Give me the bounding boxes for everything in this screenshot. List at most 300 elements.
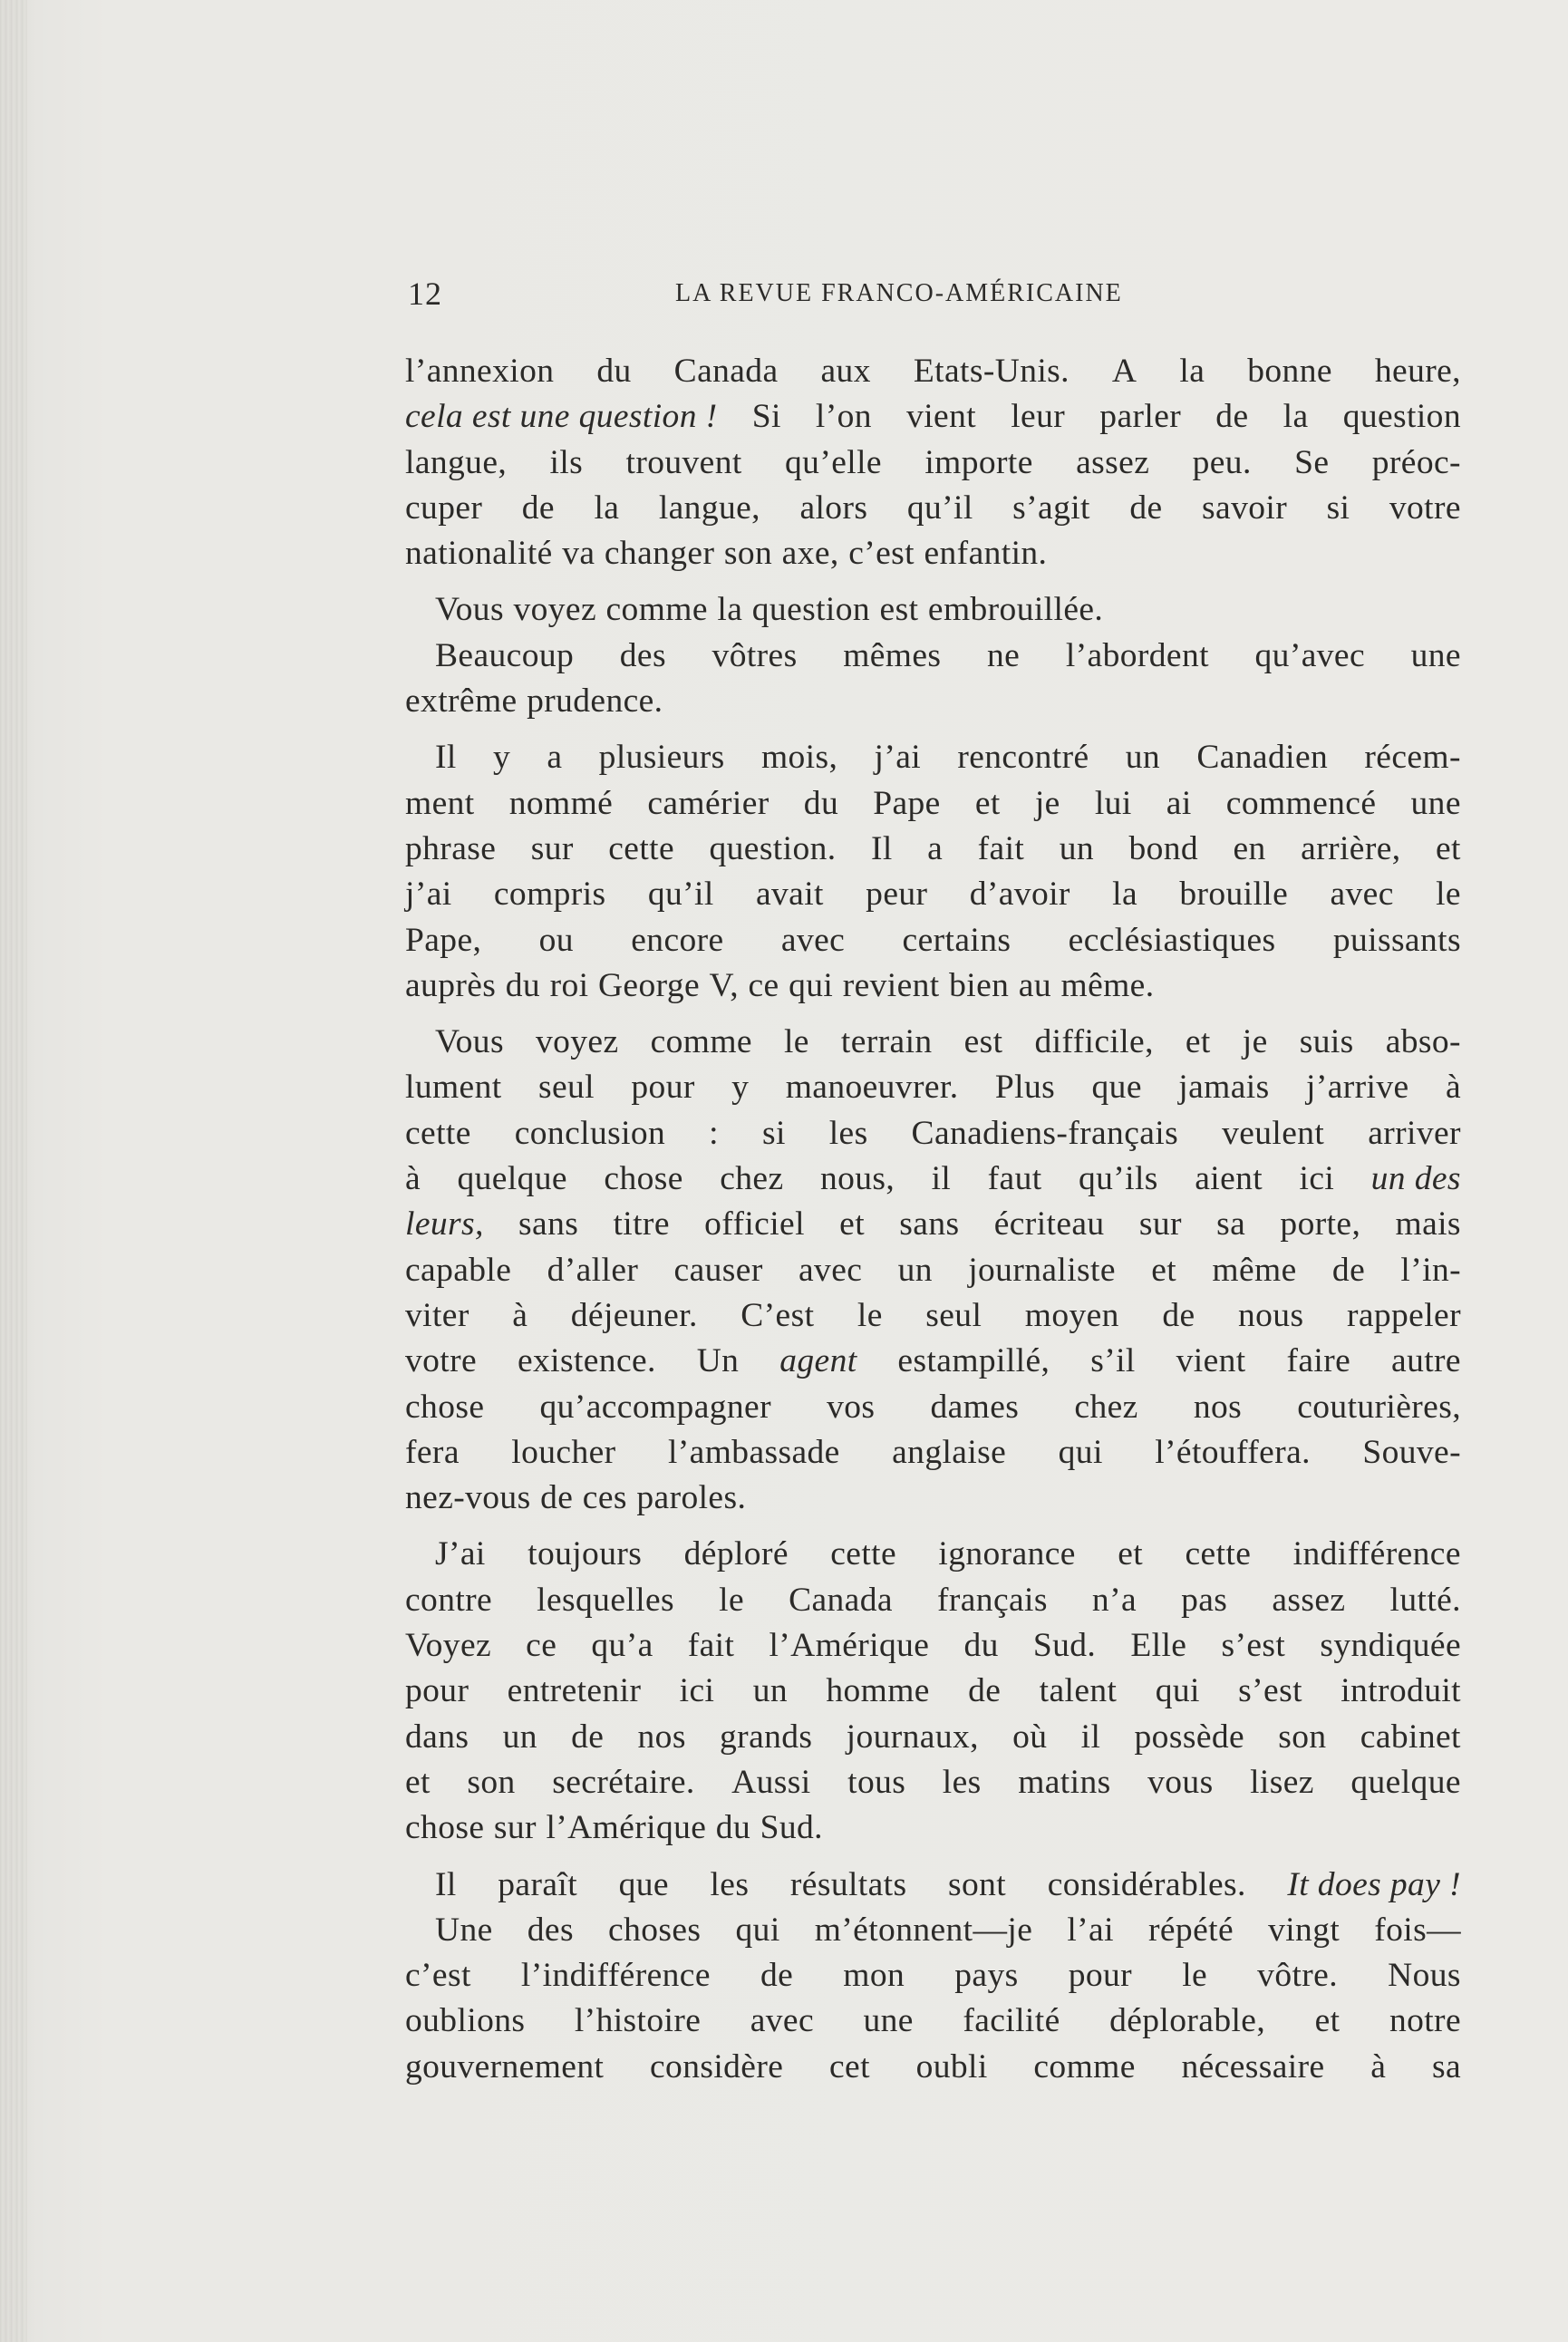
text-word: de: [1215, 398, 1249, 436]
text-word: facilité: [963, 2002, 1060, 2040]
text-word: question: [751, 591, 871, 629]
text-word: et: [839, 1205, 866, 1244]
text-word: question.: [709, 829, 837, 867]
text-word: lisez: [1250, 1763, 1314, 1801]
text-word: a: [547, 739, 563, 777]
text-word: qu’accompagner: [539, 1388, 771, 1426]
text-word: veulent: [1222, 1114, 1325, 1152]
text-word: déplorable,: [1109, 2002, 1266, 2040]
text-word: qu’ils: [1078, 1160, 1158, 1198]
text-word: chose: [604, 1160, 683, 1198]
text-word: sur: [1138, 1205, 1182, 1244]
text-word: les: [942, 1763, 982, 1801]
text-word: nous: [1238, 1296, 1304, 1334]
text-word: axe,: [781, 535, 839, 573]
text-word: matins: [1018, 1763, 1111, 1801]
text-word: pour: [631, 1069, 695, 1107]
text-word: ecclésiastiques: [1068, 921, 1276, 959]
text-word: choses: [608, 1911, 702, 1949]
text-word: couturières,: [1297, 1388, 1461, 1426]
text-word: :: [709, 1114, 719, 1152]
text-word: cuper: [405, 489, 483, 527]
text-word: difficile,: [1034, 1023, 1154, 1061]
page-edge: [0, 0, 27, 2342]
text-word: si: [1326, 489, 1350, 527]
text-word: un: [502, 1718, 537, 1756]
text-word: qu’a: [591, 1627, 653, 1665]
text-word: oublions: [405, 2002, 526, 2040]
text-word: Plus: [994, 1069, 1056, 1107]
text-word: bond: [1128, 829, 1199, 867]
text-word: ici: [1299, 1160, 1335, 1198]
text-word: nous,: [819, 1160, 895, 1198]
text-word: George: [597, 966, 701, 1004]
text-word: autre: [1391, 1342, 1461, 1380]
text-word: phrase: [405, 829, 497, 867]
text-word: qu’il: [647, 876, 714, 914]
text-word: gouvernement: [405, 2047, 605, 2086]
text-line: [405, 1430, 1461, 1476]
text-word: sa: [1216, 1205, 1246, 1244]
text-word: un: [1125, 739, 1161, 777]
text-word: ai: [1166, 784, 1192, 822]
text-word: Canada: [789, 1581, 893, 1619]
text-word: j’arrive: [1306, 1069, 1409, 1107]
text-line: [405, 1385, 1461, 1430]
text-word: du: [715, 1809, 751, 1847]
text-word: porte,: [1280, 1205, 1361, 1244]
text-line: [405, 1476, 1461, 1521]
text-word: l’annexion: [405, 353, 555, 390]
text-word: mais: [1395, 1205, 1461, 1244]
text-word: certains: [902, 921, 1011, 959]
text-word: il: [931, 1160, 952, 1198]
text-word: notre: [1389, 2002, 1461, 2040]
text-word: que: [1091, 1069, 1142, 1107]
text-line: [405, 918, 1461, 963]
text-word: d’avoir: [969, 876, 1070, 914]
text-word: considérables.: [1047, 1865, 1246, 1903]
text-word: Sud.: [760, 1809, 823, 1847]
text-word: officiel: [704, 1205, 805, 1244]
text-word: lutté.: [1389, 1581, 1461, 1619]
text-line: [405, 1202, 1461, 1247]
text-line: [405, 394, 1461, 440]
text-word: même.: [1060, 966, 1155, 1004]
text-line: [405, 2045, 1461, 2090]
text-word: son: [723, 535, 773, 573]
text-word: l’on: [815, 398, 872, 436]
text-word: A: [1111, 353, 1137, 390]
text-word: Il: [870, 829, 893, 867]
text-word: son: [1278, 1718, 1327, 1756]
text-word: c’est: [848, 535, 915, 573]
text-word: vient: [906, 398, 977, 436]
text-word: la: [1282, 398, 1309, 436]
text-word: le: [1182, 1957, 1208, 1995]
text-word: j’ai: [405, 876, 452, 914]
text-word: lesquelles: [537, 1581, 675, 1619]
text-word: va: [562, 535, 595, 573]
text-word: est: [963, 1023, 1003, 1061]
text-word: paroles.: [636, 1479, 747, 1517]
text-word: nez-vous: [405, 1479, 531, 1517]
text-line: [405, 1953, 1461, 1998]
text-word: et: [1118, 1535, 1144, 1573]
text-word: oubli: [915, 2047, 988, 2086]
text-word: cabinet: [1360, 1718, 1461, 1756]
text-line: [405, 1339, 1461, 1384]
text-word: Canada: [673, 353, 779, 390]
text-word: nécessaire: [1181, 2047, 1325, 2086]
text-word: mêmes: [843, 636, 942, 674]
text-word: capable: [405, 1251, 512, 1289]
text-word: français: [936, 1581, 1048, 1619]
text-word: l’abordent: [1065, 636, 1209, 674]
text-line: [405, 1156, 1461, 1202]
text-word: bien: [949, 966, 1010, 1004]
text-word: qui: [735, 1911, 780, 1949]
text-word: journaliste: [968, 1251, 1116, 1289]
text-word: j’ai: [874, 739, 922, 777]
text-word: Souve-: [1362, 1433, 1461, 1471]
text-word: sa: [1431, 2047, 1461, 2086]
text-word: Vous: [435, 591, 504, 629]
text-word: chose: [405, 1809, 485, 1847]
text-word: il: [1080, 1718, 1101, 1756]
text-word: est: [879, 591, 919, 629]
text-word: vingt: [1268, 1911, 1341, 1949]
text-line: [405, 440, 1461, 486]
text-word: Si: [751, 398, 781, 436]
text-word: qui: [1058, 1433, 1103, 1471]
text-word: les: [710, 1865, 750, 1903]
text-word: c’est: [405, 1957, 471, 1995]
text-word: aient: [1195, 1160, 1263, 1198]
text-word: leur: [1011, 398, 1066, 436]
text-line: [405, 1111, 1461, 1156]
text-word: Pape: [873, 784, 941, 822]
text-word: considère: [650, 2047, 784, 2086]
text-word: Nous: [1388, 1957, 1461, 1995]
text-word: l’in-: [1400, 1251, 1461, 1289]
text-word: l’Amérique: [546, 1809, 707, 1847]
text-line: [405, 872, 1461, 917]
text-word: un: [1059, 829, 1094, 867]
text-word: l’ambassade: [667, 1433, 840, 1471]
text-word: l’Amérique: [769, 1627, 930, 1665]
text-word: avec: [780, 921, 846, 959]
text-line: [405, 1293, 1461, 1339]
text-word: la: [717, 591, 743, 629]
text-word: votre: [1389, 489, 1461, 527]
text-word: parler: [1099, 398, 1182, 436]
text-word: homme: [826, 1672, 930, 1710]
text-word: la: [1179, 353, 1205, 390]
page-header: [408, 275, 1459, 320]
text-word: comme: [650, 1023, 752, 1061]
text-word: heure,: [1374, 353, 1461, 390]
text-word: existence.: [517, 1342, 656, 1380]
text-word: de: [1331, 1251, 1366, 1289]
text-word: dans: [405, 1718, 469, 1756]
text-word: la: [1112, 876, 1137, 914]
text-word: son: [467, 1763, 516, 1801]
text-word: avait: [755, 876, 824, 914]
text-word: une: [1410, 636, 1461, 674]
text-word: talent: [1039, 1672, 1118, 1710]
text-word: Vous: [435, 1023, 504, 1061]
text-word: y: [492, 739, 511, 777]
text-word: une: [863, 2002, 914, 2040]
text-word: fait: [687, 1627, 735, 1665]
text-word: si: [761, 1114, 786, 1152]
text-word: vous: [1147, 1763, 1214, 1801]
text-word: du: [596, 353, 632, 390]
text-word: a: [927, 829, 944, 867]
text-word: le: [857, 1296, 883, 1334]
text-line: [405, 1863, 1461, 1908]
text-word: J’ai: [435, 1535, 486, 1573]
text-line: [405, 827, 1461, 872]
text-word: question: [1342, 398, 1461, 436]
text-word: syndiquée: [1320, 1627, 1461, 1665]
text-word: aux: [820, 353, 871, 390]
text-word: avec: [750, 2002, 815, 2040]
text-word: récem-: [1364, 739, 1461, 777]
text-word: Il: [435, 1865, 457, 1903]
text-word: It does pay !: [1287, 1865, 1461, 1903]
text-word: dames: [930, 1388, 1020, 1426]
text-word: sont: [948, 1865, 1007, 1903]
text-word: et: [1436, 829, 1461, 867]
text-word: du: [803, 784, 839, 822]
text-word: qui: [1155, 1672, 1200, 1710]
running-title: LA REVUE FRANCO-AMÉRICAINE: [675, 279, 1123, 307]
text-line: [405, 1578, 1461, 1623]
text-line: [405, 1998, 1461, 2044]
text-word: vos: [827, 1388, 876, 1426]
text-word: Il: [435, 739, 457, 777]
text-word: nos: [1193, 1388, 1243, 1426]
text-word: rappeler: [1346, 1296, 1461, 1334]
text-word: ignorance: [938, 1535, 1076, 1573]
text-word: de: [571, 1718, 605, 1756]
text-word: de: [521, 489, 555, 527]
text-word: le: [1436, 876, 1461, 914]
text-word: ce: [748, 966, 779, 1004]
text-word: l’indifférence: [520, 1957, 711, 1995]
text-word: mois,: [760, 739, 838, 777]
text-word: nationalité: [405, 535, 553, 573]
text-word: l’histoire: [574, 2002, 702, 2040]
text-word: de: [1162, 1296, 1195, 1334]
text-word: Canadien: [1196, 739, 1329, 777]
text-line: [405, 1020, 1461, 1065]
text-line: [405, 1805, 1461, 1851]
text-word: quelque: [457, 1160, 567, 1198]
text-word: indifférence: [1292, 1535, 1461, 1573]
text-word: une: [1410, 784, 1461, 822]
text-word: pour: [1068, 1957, 1133, 1995]
text-word: qu’il: [906, 489, 973, 527]
text-word: d’aller: [547, 1251, 639, 1289]
text-word: résultats: [789, 1865, 907, 1903]
text-word: et: [974, 784, 1001, 822]
text-word: Voyez: [405, 1627, 492, 1665]
text-line: [405, 531, 1461, 576]
text-word: la: [594, 489, 620, 527]
text-word: camérier: [647, 784, 769, 822]
text-line: [405, 587, 1461, 633]
text-word: enfantin.: [924, 535, 1048, 573]
text-word: nos: [637, 1718, 686, 1756]
text-word: suis: [1299, 1023, 1354, 1061]
text-line: [405, 349, 1461, 394]
text-word: tous: [847, 1763, 906, 1801]
text-word: ou: [538, 921, 574, 959]
text-word: Beaucoup: [435, 636, 575, 674]
text-word: journaux,: [846, 1718, 979, 1756]
text-word: moyen: [1024, 1296, 1119, 1334]
text-word: Elle: [1130, 1627, 1187, 1665]
text-word: seul: [925, 1296, 982, 1334]
text-word: s’est: [1238, 1672, 1302, 1710]
text-word: Canadiens-français: [911, 1114, 1179, 1152]
text-word: même: [1212, 1251, 1297, 1289]
text-word: changer: [604, 535, 715, 573]
text-word: voyez: [513, 591, 596, 629]
text-word: sur: [530, 829, 574, 867]
text-word: un: [897, 1251, 933, 1289]
text-word: embrouillée.: [927, 591, 1104, 629]
text-line: [405, 1908, 1461, 1953]
text-word: quelque: [1350, 1763, 1461, 1801]
text-word: à: [512, 1296, 528, 1334]
text-word: fera: [405, 1433, 460, 1471]
text-word: abso-: [1385, 1023, 1461, 1061]
text-word: roi: [549, 966, 589, 1004]
page-number: 12: [408, 276, 442, 312]
text-word: ne: [987, 636, 1021, 674]
text-word: comme: [1033, 2047, 1136, 2086]
text-word: au: [1018, 966, 1051, 1004]
text-word: n’a: [1091, 1581, 1137, 1619]
text-word: ce: [526, 1627, 557, 1665]
text-word: et: [405, 1763, 431, 1801]
text-word: où: [1012, 1718, 1048, 1756]
text-word: arrière,: [1301, 829, 1401, 867]
text-word: assez: [1076, 443, 1150, 481]
text-word: avec: [1330, 876, 1394, 914]
text-word: loucher: [511, 1433, 616, 1471]
text-word: pour: [405, 1672, 469, 1710]
text-word: sans: [899, 1205, 960, 1244]
text-word: comme: [605, 591, 708, 629]
text-word: les: [828, 1114, 868, 1152]
text-word: Un: [696, 1342, 740, 1380]
text-word: commencé: [1225, 784, 1377, 822]
text-word: langue,: [658, 489, 760, 527]
text-word: Sud.: [1032, 1627, 1097, 1665]
text-word: je: [1034, 784, 1060, 822]
text-word: savoir: [1202, 489, 1288, 527]
text-word: l’ai: [1067, 1911, 1114, 1949]
text-word: s’est: [1221, 1627, 1286, 1665]
text-line: [405, 1623, 1461, 1669]
text-word: des: [527, 1911, 574, 1949]
text-word: ment: [405, 784, 475, 822]
text-word: déjeuner.: [570, 1296, 698, 1334]
text-word: lui: [1094, 784, 1132, 822]
text-word: Se: [1294, 443, 1330, 481]
text-word: votre: [405, 1342, 478, 1380]
text-word: ces: [582, 1479, 627, 1517]
text-word: sans: [518, 1205, 579, 1244]
text-line: [405, 1715, 1461, 1760]
text-line: [405, 781, 1461, 827]
text-word: que: [618, 1865, 669, 1903]
text-word: Etats-Unis.: [913, 353, 1070, 390]
text-word: des: [619, 636, 666, 674]
text-word: un des: [1370, 1160, 1461, 1198]
text-word: qu’elle: [785, 443, 882, 481]
text-word: extrême: [405, 682, 518, 721]
text-line: [405, 963, 1461, 1009]
text-word: m’étonnent—je: [814, 1911, 1033, 1949]
text-word: pas: [1181, 1581, 1228, 1619]
text-word: leurs,: [405, 1205, 484, 1244]
text-word: compris: [493, 876, 606, 914]
text-line: [405, 1248, 1461, 1293]
text-word: faut: [987, 1160, 1042, 1198]
text-word: nommé: [508, 784, 614, 822]
text-word: vôtres: [711, 636, 798, 674]
text-word: alors: [799, 489, 868, 527]
text-word: et: [1314, 2002, 1341, 2040]
text-word: brouille: [1179, 876, 1289, 914]
text-word: grands: [720, 1718, 813, 1756]
text-word: faire: [1286, 1342, 1351, 1380]
text-word: Aussi: [731, 1763, 811, 1801]
text-word: entretenir: [507, 1672, 642, 1710]
text-word: répété: [1148, 1911, 1234, 1949]
text-word: jamais: [1178, 1069, 1270, 1107]
text-word: de: [1129, 489, 1163, 527]
text-word: du: [963, 1627, 999, 1665]
text-line: [405, 634, 1461, 679]
text-line: [405, 1669, 1461, 1714]
text-word: qu’avec: [1254, 636, 1365, 674]
text-word: fait: [977, 829, 1025, 867]
text-word: causer: [673, 1251, 763, 1289]
text-word: je: [1242, 1023, 1268, 1061]
text-word: terrain: [840, 1023, 933, 1061]
text-word: titre: [613, 1205, 670, 1244]
text-line: [405, 679, 1461, 724]
text-word: et: [1185, 1023, 1211, 1061]
text-word: mon: [843, 1957, 905, 1995]
text-word: lument: [405, 1069, 502, 1107]
text-word: cet: [828, 2047, 870, 2086]
text-word: le: [719, 1581, 744, 1619]
text-word: seul: [537, 1069, 595, 1107]
text-word: secrétaire.: [552, 1763, 695, 1801]
text-word: revient: [842, 966, 940, 1004]
text-word: de: [540, 1479, 574, 1517]
text-word: cette: [405, 1114, 471, 1152]
text-word: l’étouffera.: [1155, 1433, 1311, 1471]
